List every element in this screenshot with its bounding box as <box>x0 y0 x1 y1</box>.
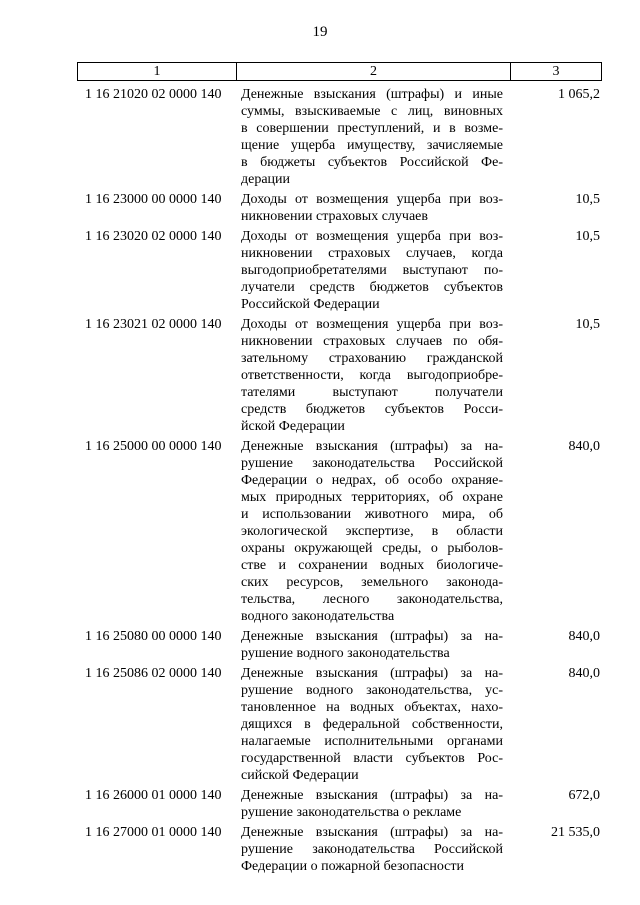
budget-code: 1 16 23020 02 0000 140 <box>85 229 222 244</box>
revenue-name-line: тельства, лесного законодательства, <box>241 592 503 607</box>
table-row <box>77 665 602 784</box>
table-row <box>77 824 602 875</box>
revenue-name-line: щение ущерба имуществу, зачисляемые <box>241 138 503 153</box>
budget-code: 1 16 25000 00 0000 140 <box>85 439 222 454</box>
revenue-name-line: водного законодательства <box>241 609 395 624</box>
revenue-name-line: Доходы от возмещения ущерба при воз- <box>241 317 503 332</box>
revenue-name <box>235 665 503 784</box>
table-row <box>77 438 602 625</box>
table-body <box>77 86 602 875</box>
revenue-name-line: мых природных территориях, об охране <box>241 490 503 505</box>
revenue-name <box>235 316 503 435</box>
revenue-name-line: стве и сохранении водных биологиче- <box>241 558 503 573</box>
revenue-name-line: в бюджеты субъектов Российской Фе- <box>241 155 503 170</box>
revenue-name-line: Денежные взыскания (штрафы) за на- <box>241 439 503 454</box>
amount-value: 10,5 <box>575 229 600 244</box>
revenue-name-line: средств бюджетов субъектов Росси- <box>241 402 503 417</box>
revenue-name-line: рушение законодательства Российской <box>241 456 503 471</box>
revenue-name-line: никновении страховых случаев, когда <box>241 246 503 261</box>
revenue-name-line: Федерации о пожарной безопасности <box>241 859 464 874</box>
budget-revenue-table <box>77 62 602 878</box>
revenue-name-line: рушение водного законодательства <box>241 646 450 661</box>
amount-value: 21 535,0 <box>551 825 600 840</box>
amount-value: 1 065,2 <box>558 87 600 102</box>
amount-value: 672,0 <box>568 788 600 803</box>
budget-code: 1 16 23021 02 0000 140 <box>85 317 222 332</box>
revenue-name-line: Денежные взыскания (штрафы) за на- <box>241 788 503 803</box>
revenue-name-line: тателями выступают получатели <box>241 385 503 400</box>
budget-code: 1 16 25080 00 0000 140 <box>85 629 222 644</box>
amount-value: 840,0 <box>568 666 600 681</box>
revenue-name-line: Денежные взыскания (штрафы) за на- <box>241 825 503 840</box>
revenue-name-line: Денежные взыскания (штрафы) за на- <box>241 666 503 681</box>
table-row <box>77 628 602 662</box>
amount-value: 840,0 <box>568 439 600 454</box>
revenue-name-line: никновении страховых случаев по обя- <box>241 334 503 349</box>
revenue-name-line: Российской Федерации <box>241 297 380 312</box>
revenue-name-line: лучатели средств бюджетов субъектов <box>241 280 503 295</box>
revenue-name-line: Доходы от возмещения ущерба при воз- <box>241 192 503 207</box>
revenue-name-line: Федерации о недрах, об особо охраняе- <box>241 473 503 488</box>
revenue-name <box>235 628 503 662</box>
revenue-name-line: налагаемые исполнительными органами <box>241 734 503 749</box>
table-row <box>77 191 602 225</box>
revenue-name-line: йской Федерации <box>241 419 345 434</box>
revenue-name-line: ответственности, когда выгодоприобре- <box>241 368 503 383</box>
budget-code: 1 16 21020 02 0000 140 <box>85 87 222 102</box>
revenue-name-line: никновении страховых случаев <box>241 209 428 224</box>
revenue-name-line: и использовании животного мира, об <box>241 507 503 522</box>
revenue-name-line: государственной власти субъектов Рос- <box>241 751 503 766</box>
table-header-row <box>77 62 602 81</box>
revenue-name-line: тановленное на водных объектах, нахо- <box>241 700 503 715</box>
budget-code: 1 16 27000 01 0000 140 <box>85 825 222 840</box>
revenue-name-line: рушение законодательства Российской <box>241 842 503 857</box>
revenue-name-line: экологической экспертизе, в области <box>241 524 503 539</box>
revenue-name <box>235 438 503 625</box>
revenue-name-line: суммы, взыскиваемые с лиц, виновных <box>241 104 503 119</box>
revenue-name <box>235 228 503 313</box>
revenue-name-line: выгодоприобретателями выступают по- <box>241 263 503 278</box>
revenue-name-line: ских ресурсов, земельного законода- <box>241 575 503 590</box>
revenue-name-line: в совершении преступлений, и в возме- <box>241 121 503 136</box>
revenue-name-line: дерации <box>241 172 291 187</box>
column-header-3: 3 <box>552 64 560 79</box>
column-header-1: 1 <box>78 63 237 80</box>
table-row <box>77 787 602 821</box>
revenue-name-line: Денежные взыскания (штрафы) и иные <box>241 87 503 102</box>
budget-code: 1 16 25086 02 0000 140 <box>85 666 222 681</box>
revenue-name-line: зательному страхованию гражданской <box>241 351 503 366</box>
revenue-name-line: рушение законодательства о рекламе <box>241 805 462 820</box>
budget-code: 1 16 26000 01 0000 140 <box>85 788 222 803</box>
budget-code: 1 16 23000 00 0000 140 <box>85 192 222 207</box>
table-row <box>77 316 602 435</box>
page-number: 19 <box>312 24 328 40</box>
revenue-name-line: сийской Федерации <box>241 768 359 783</box>
revenue-name-line: охраны окружающей среды, о рыболов- <box>241 541 503 556</box>
amount-value: 10,5 <box>575 192 600 207</box>
revenue-name <box>235 191 503 225</box>
amount-value: 840,0 <box>568 629 600 644</box>
revenue-name <box>235 86 503 188</box>
amount-value: 10,5 <box>575 317 600 332</box>
table-row <box>77 86 602 188</box>
revenue-name-line: дящихся в федеральной собственности, <box>241 717 503 732</box>
revenue-name <box>235 787 503 821</box>
revenue-name <box>235 824 503 875</box>
revenue-name-line: Денежные взыскания (штрафы) за на- <box>241 629 503 644</box>
table-row <box>77 228 602 313</box>
revenue-name-line: Доходы от возмещения ущерба при воз- <box>241 229 503 244</box>
revenue-name-line: рушение водного законодательства, ус- <box>241 683 503 698</box>
column-header-2: 2 <box>237 63 511 80</box>
